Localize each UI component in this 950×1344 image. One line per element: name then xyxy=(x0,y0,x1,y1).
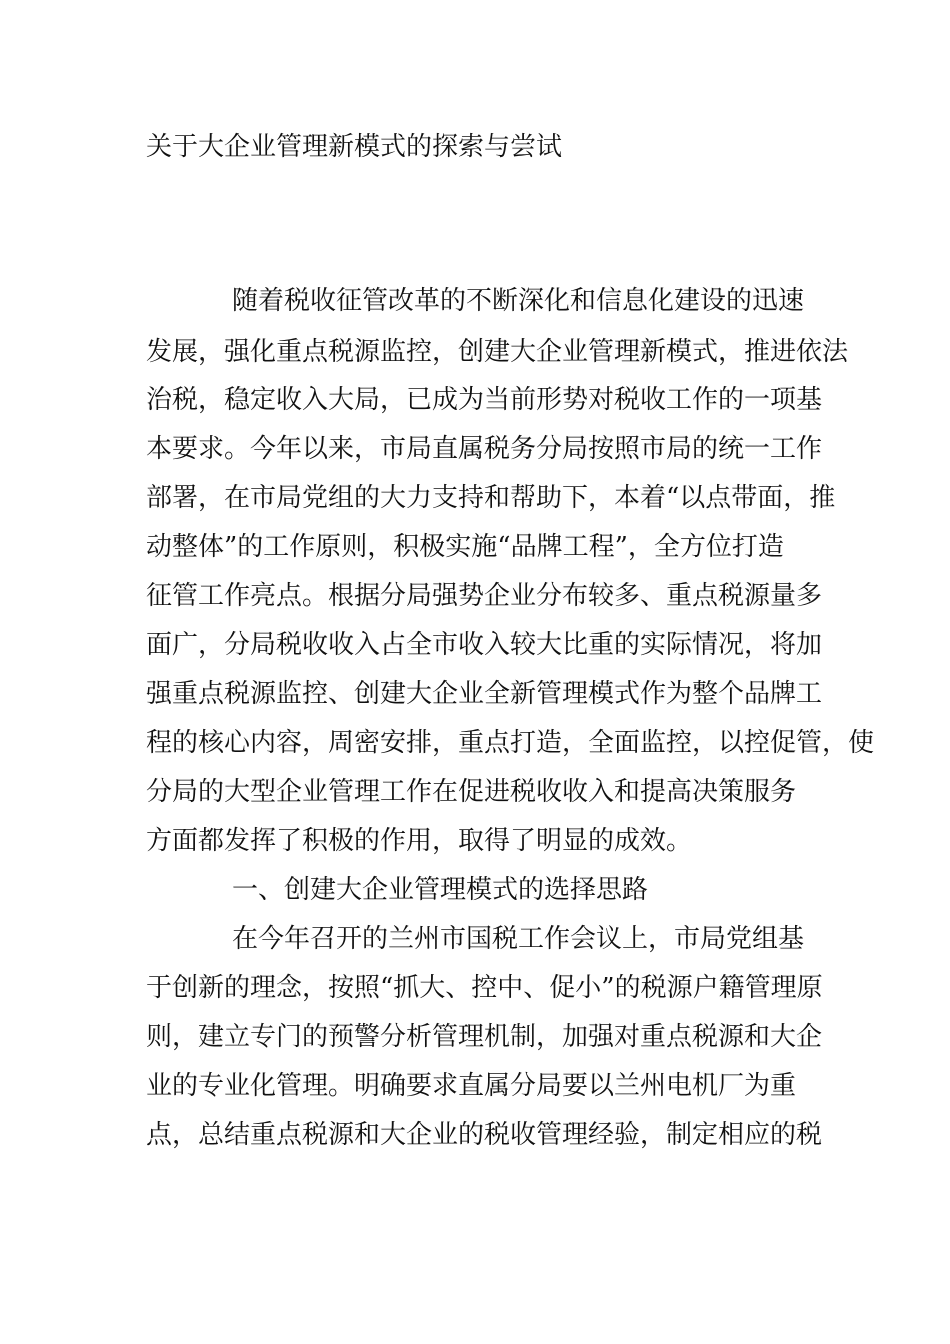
paragraph-1-line-5: 部署，在市局党组的大力支持和帮助下，本着“以点带面，推 xyxy=(146,483,836,513)
paragraph-1-line-1: 随着税收征管改革的不断深化和信息化建设的迅速 xyxy=(232,286,805,316)
paragraph-2-line-3: 则，建立专门的预警分析管理机制，加强对重点税源和大企 xyxy=(146,1022,823,1052)
paragraph-2-line-5: 点，总结重点税源和大企业的税收管理经验，制定相应的税 xyxy=(146,1120,823,1150)
paragraph-1-line-12: 方面都发挥了积极的作用，取得了明显的成效。 xyxy=(146,826,693,856)
paragraph-1-line-3: 治税，稳定收入大局，已成为当前形势对税收工作的一项基 xyxy=(146,385,823,415)
paragraph-1-line-4: 本要求。今年以来，市局直属税务分局按照市局的统一工作 xyxy=(146,434,823,464)
paragraph-2-line-1: 在今年召开的兰州市国税工作会议上，市局党组基 xyxy=(232,924,805,954)
paragraph-1-line-7: 征管工作亮点。根据分局强势企业分布较多、重点税源量多 xyxy=(146,581,823,611)
paragraph-1-line-11: 分局的大型企业管理工作在促进税收收入和提高决策服务 xyxy=(146,777,797,807)
paragraph-1-line-10: 程的核心内容，周密安排，重点打造，全面监控，以控促管，使 xyxy=(146,728,875,758)
paragraph-1-line-2: 发展，强化重点税源监控，创建大企业管理新模式，推进依法 xyxy=(146,337,849,367)
paragraph-1-line-8: 面广，分局税收收入占全市收入较大比重的实际情况，将加 xyxy=(146,630,823,660)
section-1-heading: 一、创建大企业管理模式的选择思路 xyxy=(232,875,649,905)
document-title: 关于大企业管理新模式的探索与尝试 xyxy=(146,132,563,162)
paragraph-1-line-9: 强重点税源监控、创建大企业全新管理模式作为整个品牌工 xyxy=(146,679,823,709)
paragraph-1-line-6: 动整体”的工作原则，积极实施“品牌工程”，全方位打造 xyxy=(146,532,784,562)
paragraph-2-line-4: 业的专业化管理。明确要求直属分局要以兰州电机厂为重 xyxy=(146,1071,797,1101)
paragraph-2-line-2: 于创新的理念，按照“抓大、控中、促小”的税源户籍管理原 xyxy=(146,973,823,1003)
